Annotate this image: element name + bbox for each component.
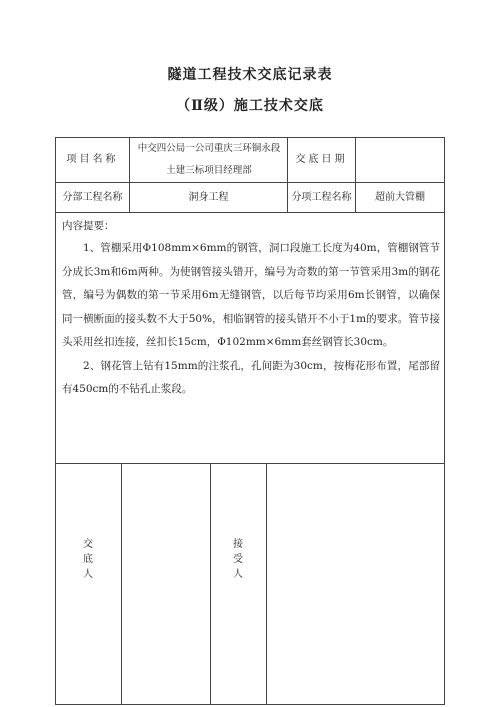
project-name-label: 项目名称 — [66, 154, 119, 165]
document-title: 隧道工程技术交底记录表 — [167, 67, 333, 83]
content-paragraph-1: 1、管棚采用Φ108mm×6mm的钢管，洞口段施工长度为40m，管棚钢管节分成长3m和6m两种。为使钢管接头错开，编号为奇数的第一节管采用3m的钢花管，编号为偶数的第一节采用6m无缝钢管，以后每节均采用6m长钢管，以确保同一横断面的接头数不大于50%，相临钢管的接头错开不小于1m的要求。管节接头采用丝扣连接，丝扣长15cm，Φ102mm×6mm套丝钢管长30cm。 — [62, 242, 440, 348]
content-paragraph-2: 2、钢花管上钻有15mm的注浆孔，孔间距为30cm，按梅花形布置，尾部留有450cm的不钻孔止浆段。 — [62, 359, 440, 395]
project-name-value: 中交四公局一公司重庆三环铜永段土建三标项目经理部 — [137, 143, 281, 176]
table-rule — [121, 463, 122, 704]
table-border-bottom — [55, 704, 445, 705]
table-rule — [55, 463, 445, 464]
division-label: 分部工程名称 — [62, 191, 123, 203]
date-label: 交底日期 — [295, 154, 348, 165]
table-rule — [210, 463, 211, 704]
receiver-label: 接受人 — [233, 539, 243, 580]
content-summary — [62, 215, 440, 402]
table-border-right — [444, 137, 445, 705]
table-rule — [266, 463, 267, 704]
table-rule — [55, 212, 445, 213]
discloser-label: 交底人 — [83, 539, 93, 580]
document-subtitle: （Ⅱ级）施工技术交底 — [176, 98, 324, 114]
content-label: 内容提要： — [62, 220, 115, 232]
subdivision-value: 超前大管棚 — [375, 191, 425, 203]
division-value: 洞身工程 — [188, 191, 229, 203]
table-border-left — [55, 137, 56, 705]
date-value — [356, 138, 444, 182]
subdivision-label: 分项工程名称 — [291, 191, 352, 203]
